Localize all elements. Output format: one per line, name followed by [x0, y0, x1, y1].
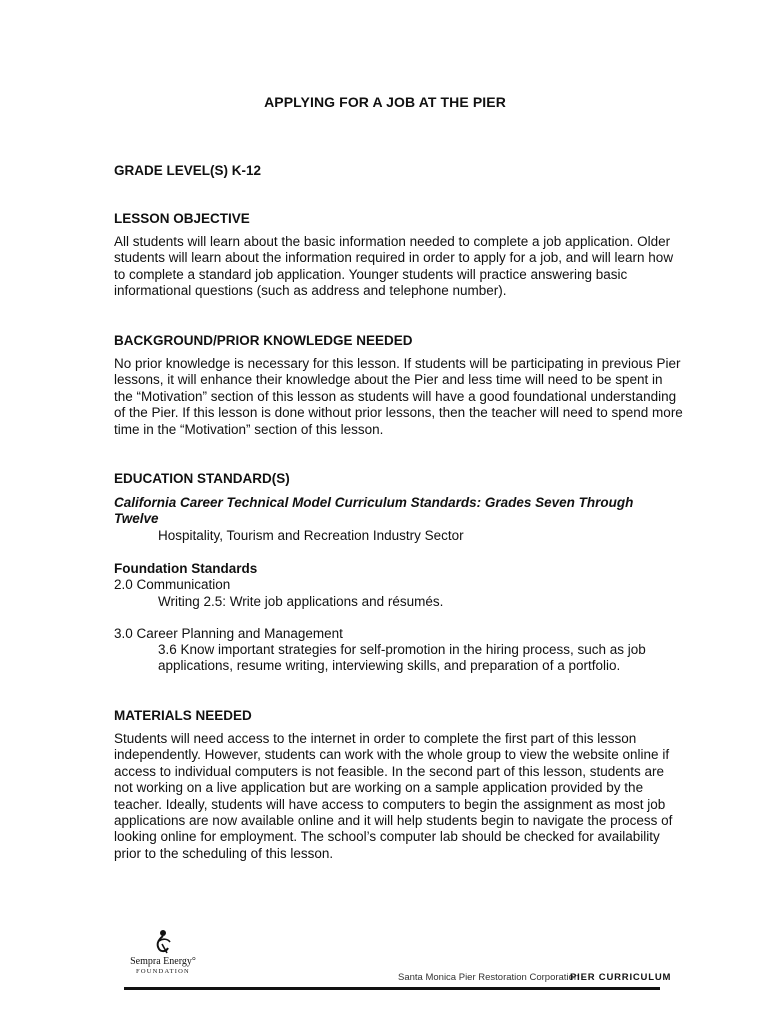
sempra-energy-logo: [118, 928, 208, 984]
lesson-objective-text: All students will learn about the basic information needed to complete a job application. Older students will learn about the information required in order to apply for a job, and will learn how to complete a standard job application. Younger students will practice answering basic informational questions (such as address and telephone number).: [114, 234, 674, 299]
background-heading: BACKGROUND/PRIOR KNOWLEDGE NEEDED: [114, 333, 413, 348]
sempra-figure-icon: [150, 928, 176, 954]
grade-level-heading: GRADE LEVEL(S) K-12: [114, 163, 262, 178]
know-strategies-standard: 3.6 Know important strategies for self-promotion in the hiring process, such as job applications, resume writing, interviewing skills, and preparation of a portfolio.: [158, 642, 646, 674]
logo-name: Sempra Energy°: [130, 956, 196, 967]
education-standards-heading: EDUCATION STANDARD(S): [114, 471, 290, 486]
communication-standard: 2.0 Communication: [114, 577, 231, 592]
logo-foundation: FOUNDATION: [136, 968, 190, 975]
document-title: APPLYING FOR A JOB AT THE PIER: [264, 94, 506, 110]
lesson-objective-heading: LESSON OBJECTIVE: [114, 211, 250, 226]
footer-rule: [124, 987, 660, 990]
foundation-standards-heading: Foundation Standards: [114, 561, 258, 576]
materials-text: Students will need access to the internet in order to complete the first part of this lesson independently. However, students can work with the whole group to view the website online if access to individual computers is not feasible. In the second part of this lesson, students are not working on a live application but are working on a sample application provided by the teacher. Ideally, students will have access to computers to begin the assignment as most job applications are now available online and it will help students begin to navigate the process of looking online for employment. The school’s computer lab should be checked for availability prior to the scheduling of this lesson.: [114, 731, 673, 861]
career-planning-standard: 3.0 Career Planning and Management: [114, 626, 343, 641]
sector-text: Hospitality, Tourism and Recreation Industry Sector: [158, 528, 464, 543]
writing-standard: Writing 2.5: Write job applications and résumés.: [158, 594, 444, 609]
footer-curriculum: PIER CURRICULUM: [570, 972, 672, 983]
background-text: No prior knowledge is necessary for this lesson. If students will be participating in previous Pier lessons, it will enhance their knowledge about the Pier and less time will need to be spent in the “Motivation” section of this lesson as students will have a good foundational understanding of the Pier. If this lesson is done without prior lessons, then the teacher will need to spend more time in the “Motivation” section of this lesson.: [114, 356, 683, 437]
footer-organization: Santa Monica Pier Restoration Corporation: [398, 972, 580, 983]
curriculum-title: California Career Technical Model Curriculum Standards: Grades Seven Through Twelve: [114, 495, 634, 527]
materials-heading: MATERIALS NEEDED: [114, 708, 252, 723]
